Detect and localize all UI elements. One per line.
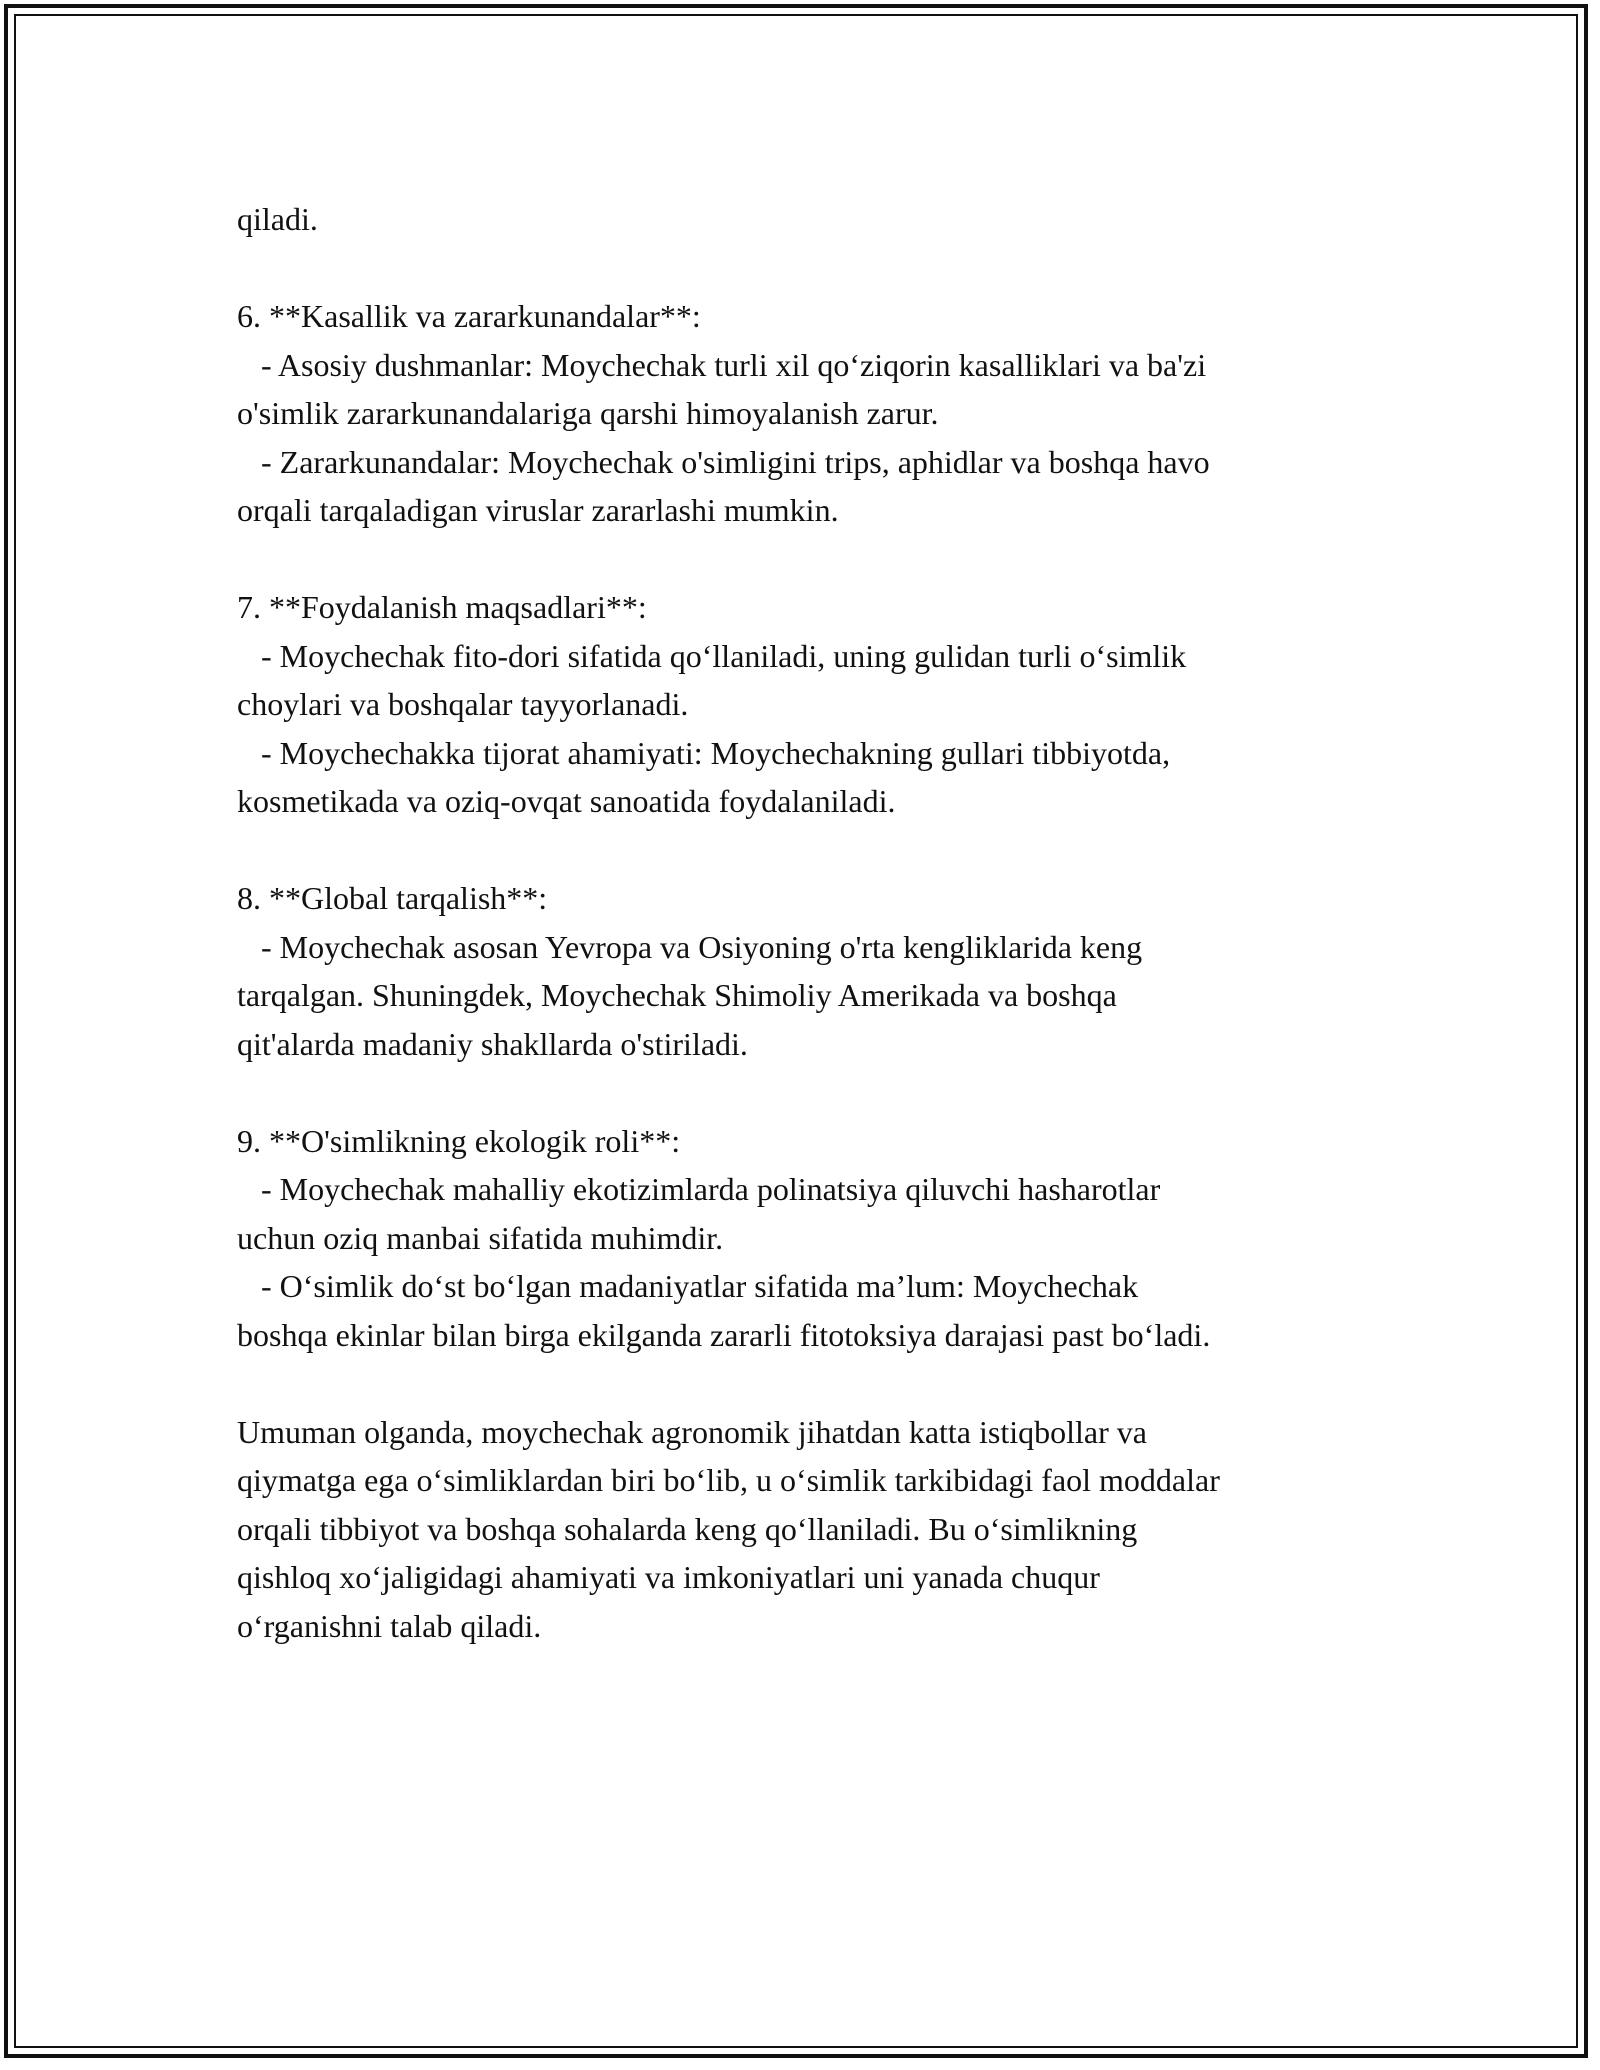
text-line: choylari va boshqalar tayyorlanadi.: [237, 686, 689, 722]
blank-line: [237, 244, 1397, 293]
conclusion-line: Umuman olganda, moychechak agronomik jihatdan katta istiqbollar va: [237, 1413, 1147, 1450]
text-line: qit'alarda madaniy shakllarda o'stiriladi.: [237, 1025, 748, 1062]
document-body: [237, 195, 1397, 1650]
text-line: - Moychechak mahalliy ekotizimlarda polinatsiya qiluvchi hasharotlar: [237, 1171, 1161, 1207]
text-line: uchun oziq manbai sifatida muhimdir.: [237, 1219, 724, 1256]
text-line: - Moychechakka tijorat ahamiyati: Moychechakning gullari tibbiyotda,: [237, 734, 1171, 771]
blank-line: [237, 1068, 1397, 1117]
text-line: - O‘simlik do‘st bo‘lgan madaniyatlar sifatida ma’lum: Moychechak: [237, 1268, 1139, 1304]
conclusion-line: qiymatga ega o‘simliklardan biri bo‘lib, u o‘simlik tarkibidagi faol moddalar: [237, 1462, 1220, 1498]
text-line: qiladi.: [237, 201, 318, 237]
text-line: kosmetikada va oziq-ovqat sanoatida foydalaniladi.: [237, 783, 896, 819]
section-heading: 9. **O'simlikning ekologik roli**:: [237, 1122, 681, 1159]
text-line: - Moychechak asosan Yevropa va Osiyoning o'rta kengliklarida keng: [237, 928, 1143, 965]
text-line: - Zararkunandalar: Moychechak o'simligini trips, aphidlar va boshqa havo: [237, 443, 1210, 480]
text-line: - Moychechak fito-dori sifatida qo‘llaniladi, uning gulidan turli o‘simlik: [237, 637, 1187, 674]
text-line: orqali tarqaladigan viruslar zararlashi mumkin.: [237, 492, 839, 528]
text-line: o'simlik zararkunandalariga qarshi himoyalanish zarur.: [237, 395, 939, 431]
section-heading: 8. **Global tarqalish**:: [237, 880, 548, 916]
conclusion-line: o‘rganishni talab qiladi.: [237, 1607, 542, 1644]
document-page: [4, 4, 1588, 2058]
blank-line: [237, 1359, 1397, 1408]
section-heading: 6. **Kasallik va zararkunandalar**:: [237, 298, 701, 334]
section-heading: 7. **Foydalanish maqsadlari**:: [237, 589, 647, 625]
text-line: boshqa ekinlar bilan birga ekilganda zararli fitotoksiya darajasi past bo‘ladi.: [237, 1316, 1211, 1353]
conclusion-line: orqali tibbiyot va boshqa sohalarda keng qo‘llaniladi. Bu o‘simlikning: [237, 1510, 1138, 1547]
blank-line: [237, 826, 1397, 875]
conclusion-line: qishloq xo‘jaligidagi ahamiyati va imkoniyatlari uni yanada chuqur: [237, 1559, 1100, 1595]
text-line: tarqalgan. Shuningdek, Moychechak Shimoliy Amerikada va boshqa: [237, 977, 1117, 1013]
text-line: - Asosiy dushmanlar: Moychechak turli xil qo‘ziqorin kasalliklari va ba'zi: [237, 346, 1207, 383]
blank-line: [237, 535, 1397, 584]
